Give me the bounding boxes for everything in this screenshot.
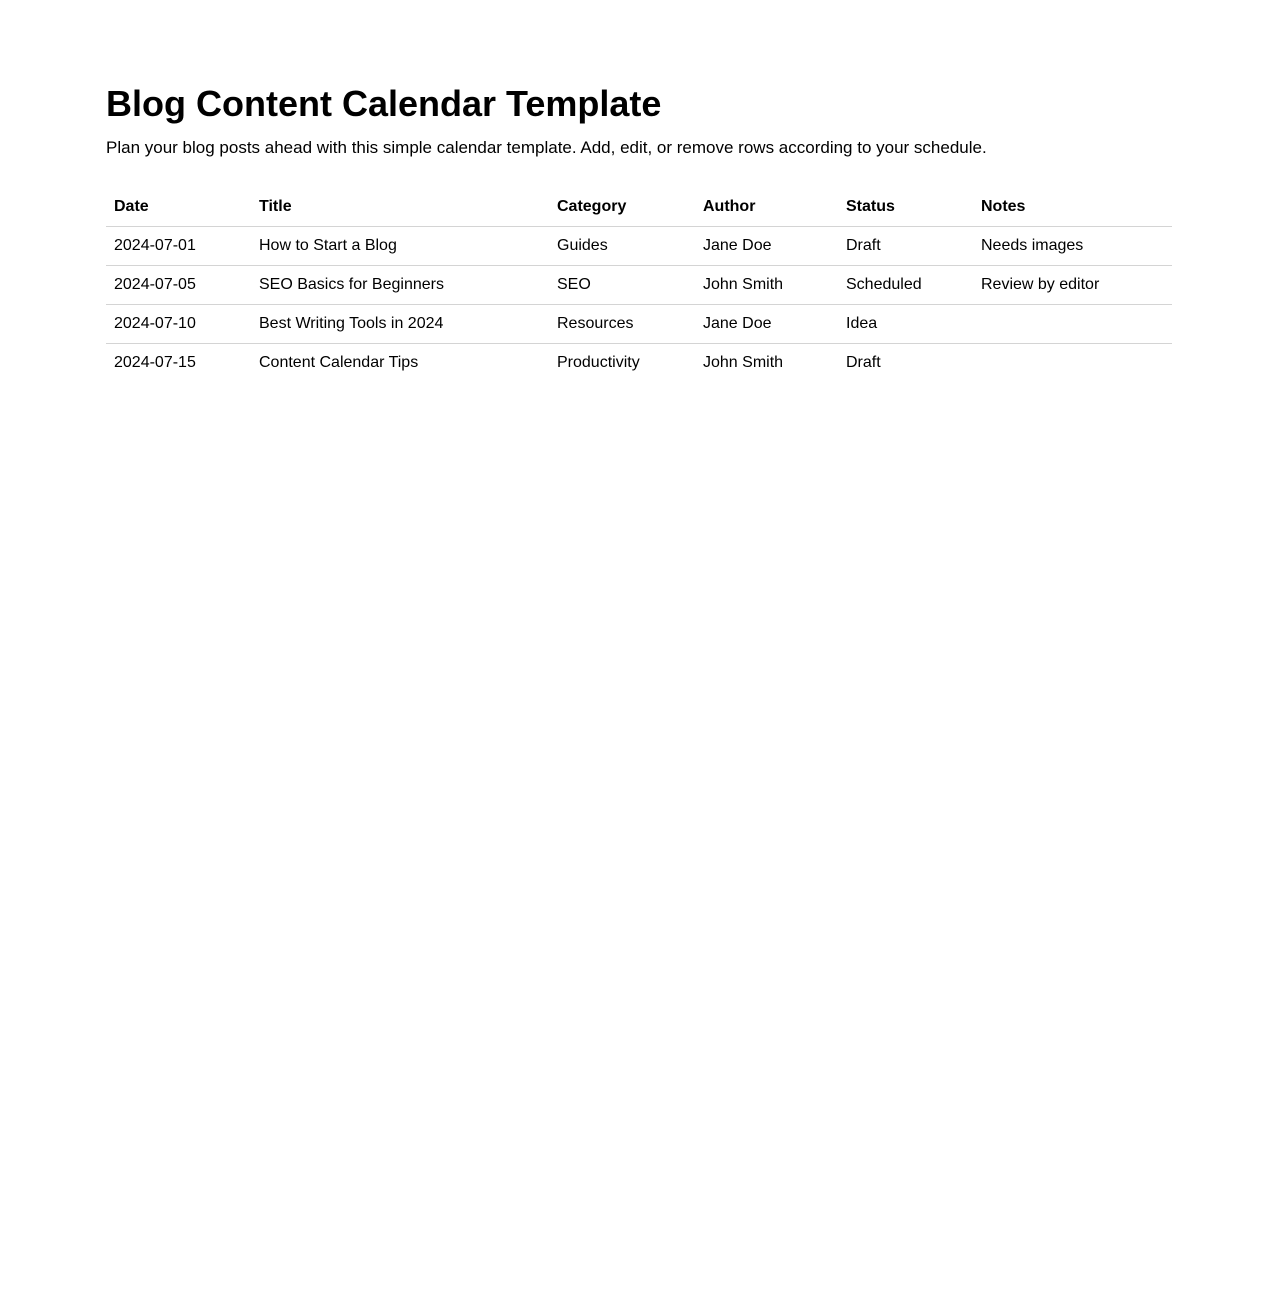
cell-category: Resources [549,305,695,344]
column-header-category: Category [549,188,695,227]
cell-notes: Needs images [973,227,1172,266]
cell-notes: Review by editor [973,266,1172,305]
cell-status: Draft [846,354,881,371]
cell-status: Idea [838,305,973,344]
cell-date: 2024-07-01 [106,227,251,266]
cell-notes [973,344,1172,383]
table-row [106,344,1172,383]
cell-category: SEO [549,266,695,305]
content-calendar-table [106,188,1172,382]
column-header-notes: Notes [973,188,1172,227]
cell-author: Jane Doe [695,227,838,266]
column-header-date: Date [106,188,251,227]
cell-category: Guides [549,227,695,266]
cell-author: John Smith [703,354,784,371]
table-header-row [106,188,1172,227]
table-row [106,227,1172,266]
column-header-status: Status [838,188,973,227]
cell-author: John Smith [695,266,838,305]
table-row [106,305,1172,344]
cell-status: Scheduled [838,266,973,305]
column-header-title: Title [251,188,549,227]
cell-title: Content Calendar Tips [259,354,419,371]
cell-category: Productivity [557,354,640,371]
table-row [106,266,1172,305]
page-title: Blog Content Calendar Template [106,83,662,124]
cell-status: Draft [838,227,973,266]
cell-title: How to Start a Blog [251,227,549,266]
page-intro: Plan your blog posts ahead with this simple calendar template. Add, edit, or remove rows according to your schedule. [106,138,987,157]
cell-notes [973,305,1172,344]
cell-date: 2024-07-05 [106,266,251,305]
cell-title: SEO Basics for Beginners [251,266,549,305]
column-header-author: Author [695,188,838,227]
cell-author: Jane Doe [695,305,838,344]
cell-date: 2024-07-10 [106,305,251,344]
cell-date: 2024-07-15 [114,354,196,371]
cell-title: Best Writing Tools in 2024 [251,305,549,344]
